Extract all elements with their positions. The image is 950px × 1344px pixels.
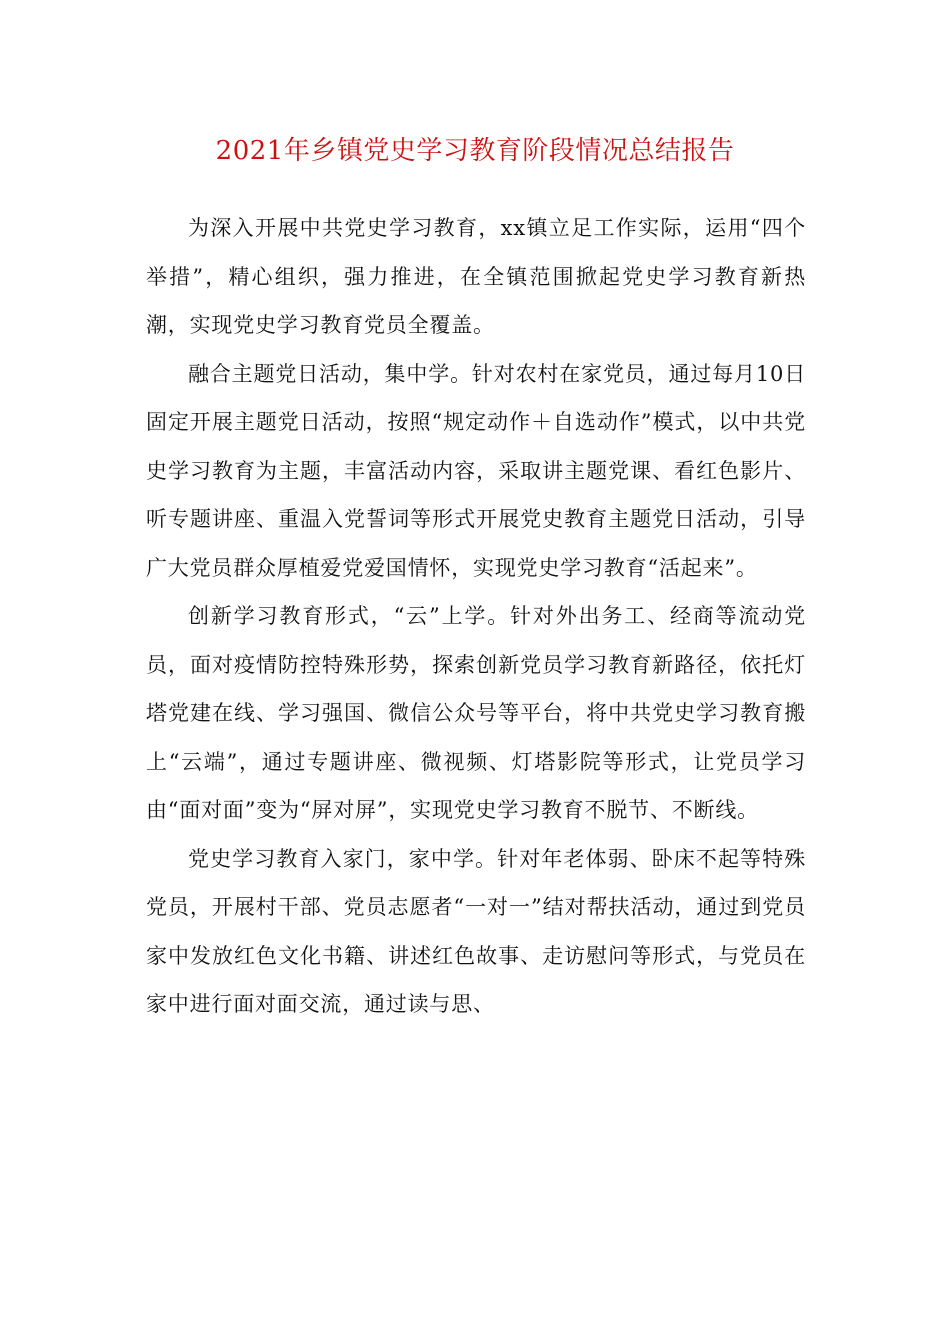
- paragraph-party-day: 融合主题党日活动，集中学。针对农村在家党员，通过每月10日固定开展主题党日活动，按照“规定动作＋自选动作”模式，以中共党史学习教育为主题，丰富活动内容，采取讲主题党课、看红色影片、听专题讲座、重温入党誓词等形式开展党史教育主题党日活动，引导广大党员群众厚植爱党爱国情怀，实现党史学习教育“活起来”。: [146, 361, 806, 580]
- document-body: [146, 204, 806, 1029]
- paragraph-intro: 为深入开展中共党史学习教育，xx镇立足工作实际，运用“四个举措”，精心组织，强力推进，在全镇范围掀起党史学习教育新热潮，实现党史学习教育党员全覆盖。: [146, 216, 806, 337]
- paragraph-home-learning: 党史学习教育入家门，家中学。针对年老体弱、卧床不起等特殊党员，开展村干部、党员志愿者“一对一”结对帮扶活动，通过到党员家中发放红色文化书籍、讲述红色故事、走访慰问等形式，与党员在家中进行面对面交流，通过读与思、: [146, 846, 806, 1016]
- document-title: 2021年乡镇党史学习教育阶段情况总结报告: [215, 136, 735, 166]
- paragraph-cloud-learning: 创新学习教育形式，“云”上学。针对外出务工、经商等流动党员，面对疫情防控特殊形势，探索创新党员学习教育新路径，依托灯塔党建在线、学习强国、微信公众号等平台，将中共党史学习教育搬上“云端”，通过专题讲座、微视频、灯塔影院等形式，让党员学习由“面对面”变为“屏对屏”，实现党史学习教育不脱节、不断线。: [146, 604, 806, 822]
